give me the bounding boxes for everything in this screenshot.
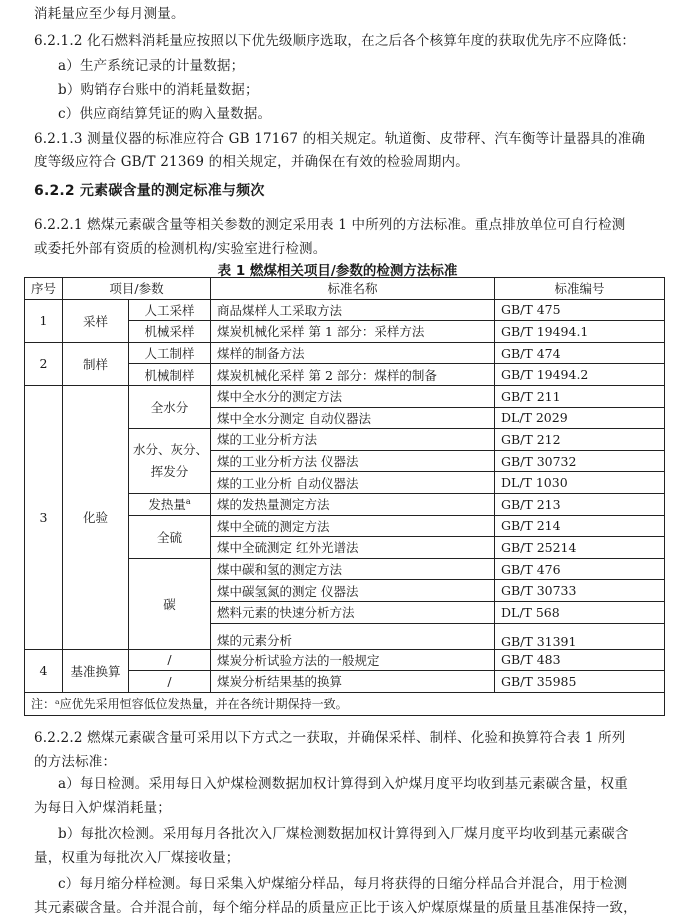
- standard-name: 煤的元素分析: [211, 623, 495, 649]
- method-c-line2: 其元素碳含量。合并混合前，每个缩分样品的质量应正比于该入炉煤原煤量的质量且基准保持一致，: [34, 900, 637, 916]
- standard-name: 煤中全水分的测定方法: [211, 385, 495, 407]
- sub-item-calorific: [129, 493, 211, 515]
- table-row: [25, 342, 665, 364]
- standard-code: GB/T 30732: [495, 450, 665, 472]
- list-item-c: c）供应商结算凭证的购入量数据。: [58, 106, 272, 122]
- method-standards-table: [24, 277, 665, 716]
- header-item: 项目/参数: [63, 278, 211, 300]
- standard-code: GB/T 475: [495, 299, 665, 321]
- paragraph-line: 消耗量应至少每月测量。: [34, 6, 185, 22]
- clause-6-2-1-2: 6.2.1.2 化石燃料消耗量应按照以下优先级顺序选取，在之后各个核算年度的获取优先序不应降低：: [34, 33, 636, 49]
- header-standard-no: 标准编号: [495, 278, 665, 300]
- standard-code: GB/T 483: [495, 649, 665, 671]
- clause-6-2-1-3: 6.2.1.3 测量仪器的标准应符合 GB 17167 的相关规定。轨道衡、皮带秤、汽车衡等计量器具的准确: [34, 131, 646, 147]
- clause-6-2-2-1: 6.2.2.1 燃煤元素碳含量等相关参数的测定采用表 1 中所列的方法标准。重点排放单位可自行检测: [34, 217, 626, 233]
- standard-code: GB/T 31391: [495, 623, 665, 649]
- standard-code: GB/T 212: [495, 429, 665, 451]
- standard-code: GB/T 19494.2: [495, 364, 665, 386]
- table-row: [25, 649, 665, 671]
- standard-code: GB/T 214: [495, 515, 665, 537]
- list-item-b: b）购销存台账中的消耗量数据；: [58, 82, 259, 98]
- standard-name: 商品煤样人工采取方法: [211, 299, 495, 321]
- header-no: 序号: [25, 278, 63, 300]
- table-note: 注：ᵃ应优先采用恒容低位发热量，并在各统计期保持一致。: [25, 692, 665, 715]
- table-row: [25, 385, 665, 407]
- standard-code: GB/T 213: [495, 493, 665, 515]
- standard-name: 煤中全硫的测定方法: [211, 515, 495, 537]
- standard-name: 煤中全水分测定 自动仪器法: [211, 407, 495, 429]
- clause-6-2-2-2: 6.2.2.2 燃煤元素碳含量可采用以下方式之一获取，并确保采样、制样、化验和换算符合表 1 所列: [34, 730, 626, 746]
- sub-item-label: 发热量: [148, 497, 186, 513]
- standard-code: GB/T 25214: [495, 537, 665, 559]
- table-header-row: [25, 278, 665, 300]
- group-no: 2: [25, 342, 63, 385]
- standard-name: 煤中全硫测定 红外光谱法: [211, 537, 495, 559]
- standard-code: DL/T 2029: [495, 407, 665, 429]
- clause-6-2-1-3-cont: 度等级应符合 GB/T 21369 的相关规定，并确保在有效的检验周期内。: [34, 154, 469, 170]
- group-no: 1: [25, 299, 63, 342]
- standard-name: 煤炭分析试验方法的一般规定: [211, 649, 495, 671]
- sub-item: /: [129, 671, 211, 693]
- standard-name: 煤中碳和氢的测定方法: [211, 558, 495, 580]
- group-item: 基准换算: [63, 649, 129, 692]
- clause-6-2-2-2-cont: 的方法标准：: [34, 754, 117, 770]
- list-item-a: a）生产系统记录的计量数据；: [58, 58, 245, 74]
- group-item: 制样: [63, 342, 129, 385]
- standard-code: GB/T 30733: [495, 580, 665, 602]
- sub-item: 全硫: [129, 515, 211, 558]
- sub-item: /: [129, 649, 211, 671]
- standard-name: 煤炭机械化采样 第 1 部分：采样方法: [211, 321, 495, 343]
- standard-name: 煤炭机械化采样 第 2 部分：煤样的制备: [211, 364, 495, 386]
- standard-code: GB/T 476: [495, 558, 665, 580]
- footnote-marker: a: [185, 497, 191, 507]
- sub-item: 碳: [129, 558, 211, 649]
- group-no: 4: [25, 649, 63, 692]
- group-no: 3: [25, 385, 63, 649]
- standard-name: 煤的发热量测定方法: [211, 493, 495, 515]
- table-caption: 表 1 燃煤相关项目/参数的检测方法标准: [217, 263, 458, 279]
- method-b-line1: b）每批次检测。采用每月各批次入厂煤检测数据加权计算得到入厂煤月度平均收到基元素碳含: [58, 826, 629, 842]
- standard-name: 煤炭分析结果基的换算: [211, 671, 495, 693]
- standard-name: 燃料元素的快速分析方法: [211, 601, 495, 623]
- standard-name: 煤的工业分析方法 仪器法: [211, 450, 495, 472]
- header-standard-name: 标准名称: [211, 278, 495, 300]
- standard-code: DL/T 1030: [495, 472, 665, 494]
- standard-code: DL/T 568: [495, 601, 665, 623]
- sub-item: 机械采样: [129, 321, 211, 343]
- standard-name: 煤的工业分析方法: [211, 429, 495, 451]
- group-item: 采样: [63, 299, 129, 342]
- method-a-line2: 为每日入炉煤消耗量；: [34, 800, 171, 816]
- standard-name: 煤中碳氢氮的测定 仪器法: [211, 580, 495, 602]
- sub-item: 人工采样: [129, 299, 211, 321]
- method-a-line1: a）每日检测。采用每日入炉煤检测数据加权计算得到入炉煤月度平均收到基元素碳含量，权重: [58, 776, 628, 792]
- sub-item: 机械制样: [129, 364, 211, 386]
- table-row: [25, 299, 665, 321]
- standard-code: GB/T 19494.1: [495, 321, 665, 343]
- table-note-row: [25, 692, 665, 715]
- clause-6-2-2-1-cont: 或委托外部有资质的检测机构/实验室进行检测。: [34, 241, 327, 257]
- sub-item-line: 水分、灰分、: [133, 442, 209, 458]
- section-heading-6-2-2: 6.2.2 元素碳含量的测定标准与频次: [34, 183, 265, 199]
- method-b-line2: 量，权重为每批次入厂煤接收量；: [34, 850, 240, 866]
- sub-item: 全水分: [129, 385, 211, 428]
- standard-code: GB/T 211: [495, 385, 665, 407]
- sub-item-proximate: [129, 429, 211, 494]
- method-c-line1: c）每月缩分样检测。每日采集入炉煤缩分样品，每月将获得的日缩分样品合并混合，用于检测: [58, 876, 628, 892]
- sub-item-line: 挥发分: [150, 464, 189, 480]
- standard-code: GB/T 474: [495, 342, 665, 364]
- group-item: 化验: [63, 385, 129, 649]
- standard-name: 煤样的制备方法: [211, 342, 495, 364]
- standard-code: GB/T 35985: [495, 671, 665, 693]
- sub-item: 人工制样: [129, 342, 211, 364]
- standard-name: 煤的工业分析 自动仪器法: [211, 472, 495, 494]
